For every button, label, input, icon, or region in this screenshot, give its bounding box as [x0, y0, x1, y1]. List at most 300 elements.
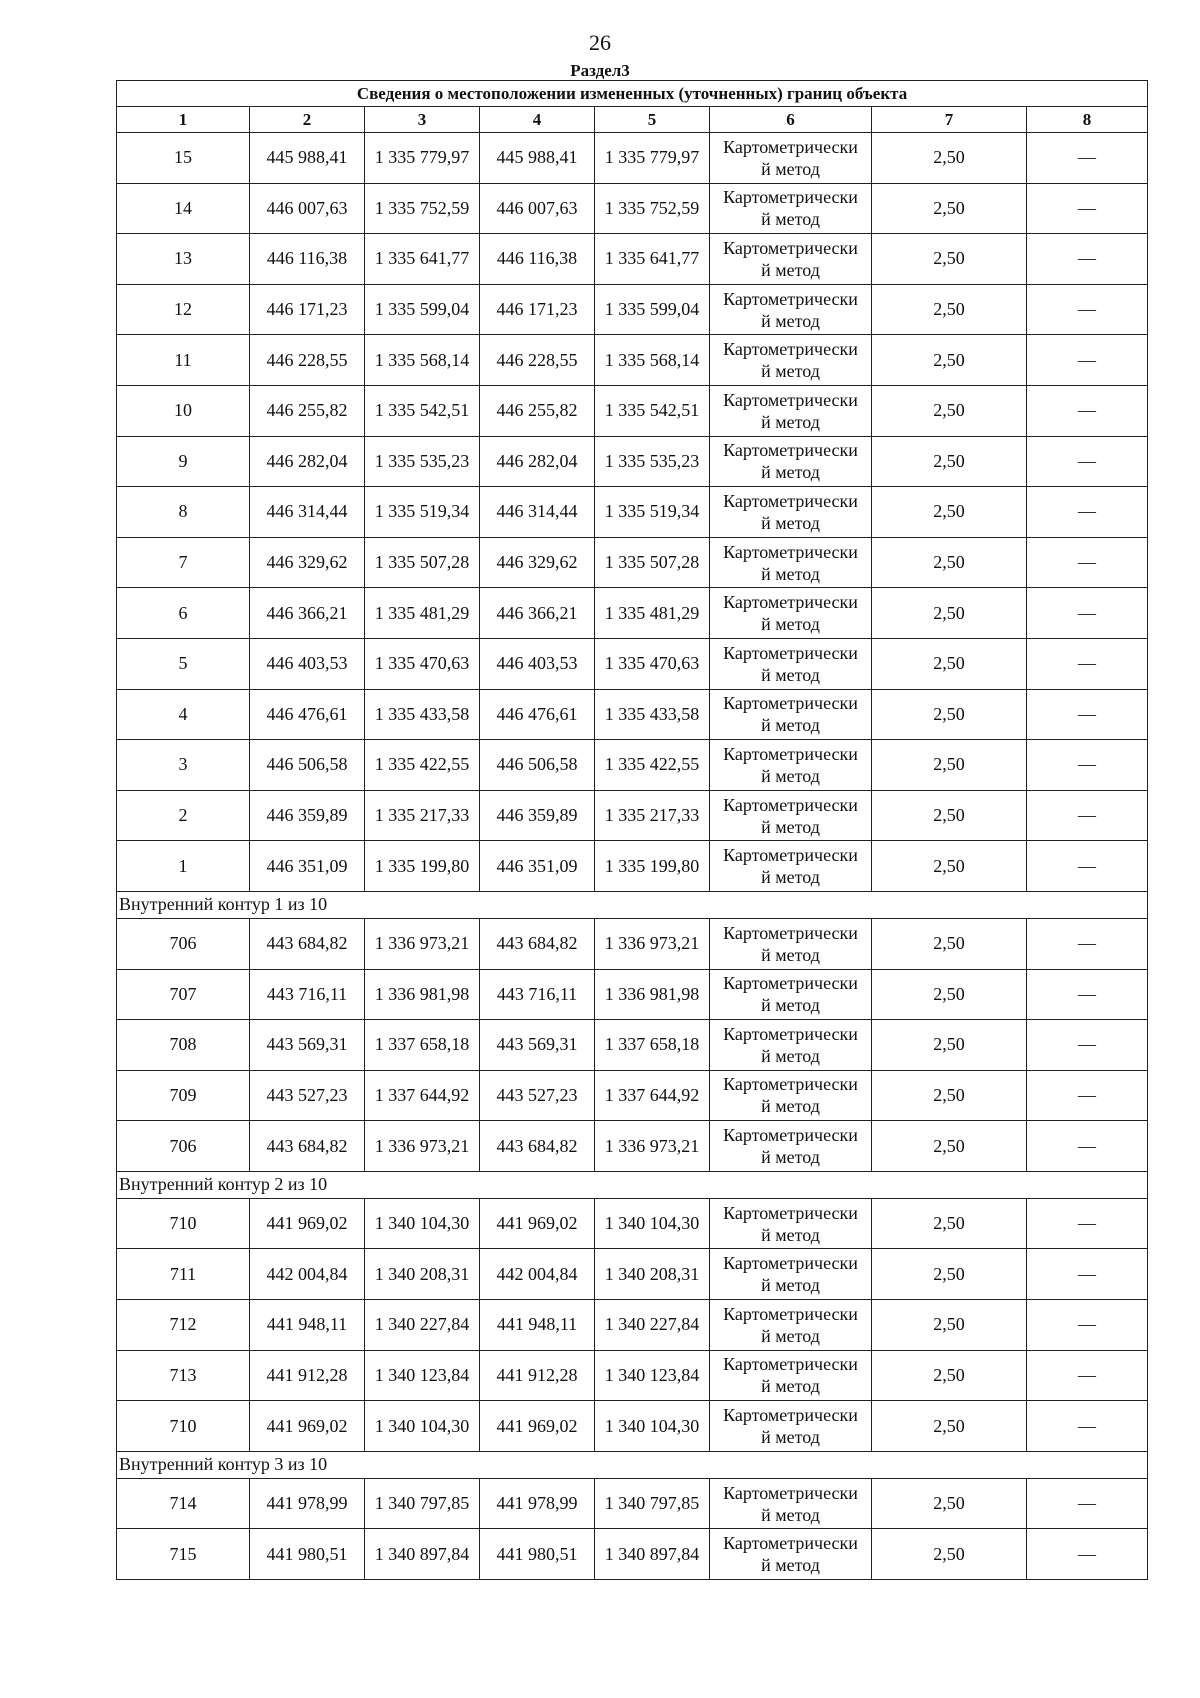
method-cell — [710, 284, 872, 335]
section-title: Раздел3 — [570, 61, 630, 80]
x-new-cell: 446 282,04 — [480, 436, 595, 487]
table-row — [117, 487, 1148, 538]
method-line-1: Картометрически — [723, 922, 858, 943]
method-cell — [710, 1529, 872, 1580]
x-old-cell: 445 988,41 — [250, 133, 365, 184]
method-line-2: й метод — [761, 995, 820, 1016]
method-line-2: й метод — [761, 1096, 820, 1117]
y-new-cell: 1 340 104,30 — [595, 1198, 710, 1249]
y-new-cell: 1 335 217,33 — [595, 790, 710, 841]
table-row — [117, 689, 1148, 740]
x-new-cell: 446 403,53 — [480, 638, 595, 689]
y-old-cell: 1 340 897,84 — [365, 1529, 480, 1580]
method-line-1: Картометрически — [723, 743, 858, 764]
x-old-cell: 446 282,04 — [250, 436, 365, 487]
accuracy-cell: 2,50 — [872, 588, 1027, 639]
method-line-1: Картометрически — [723, 440, 858, 461]
y-old-cell: 1 335 535,23 — [365, 436, 480, 487]
accuracy-cell: 2,50 — [872, 790, 1027, 841]
point-number-cell: 1 — [117, 841, 250, 892]
method-line-2: й метод — [761, 512, 820, 533]
point-number-cell: 708 — [117, 1020, 250, 1071]
point-number-cell: 709 — [117, 1070, 250, 1121]
y-new-cell: 1 335 433,58 — [595, 689, 710, 740]
table-row — [117, 1070, 1148, 1121]
point-number-cell: 5 — [117, 638, 250, 689]
table-row — [117, 1020, 1148, 1071]
point-number-cell: 710 — [117, 1401, 250, 1452]
method-line-1: Картометрически — [723, 1482, 858, 1503]
point-number-cell: 10 — [117, 385, 250, 436]
method-line-1: Картометрически — [723, 592, 858, 613]
y-old-cell: 1 340 208,31 — [365, 1249, 480, 1300]
y-new-cell: 1 335 599,04 — [595, 284, 710, 335]
method-line-1: Картометрически — [723, 642, 858, 663]
method-line-2: й метод — [761, 1045, 820, 1066]
accuracy-cell: 2,50 — [872, 436, 1027, 487]
point-number-cell: 14 — [117, 183, 250, 234]
method-line-2: й метод — [761, 259, 820, 280]
point-number-cell: 13 — [117, 234, 250, 285]
method-cell — [710, 234, 872, 285]
accuracy-cell: 2,50 — [872, 537, 1027, 588]
method-cell — [710, 487, 872, 538]
method-cell — [710, 537, 872, 588]
x-new-cell: 446 314,44 — [480, 487, 595, 538]
x-old-cell: 441 978,99 — [250, 1478, 365, 1529]
method-line-1: Картометрически — [723, 1253, 858, 1274]
x-old-cell: 446 228,55 — [250, 335, 365, 386]
point-number-cell: 2 — [117, 790, 250, 841]
y-old-cell: 1 340 797,85 — [365, 1478, 480, 1529]
description-cell: — — [1027, 1121, 1148, 1172]
accuracy-cell: 2,50 — [872, 385, 1027, 436]
y-old-cell: 1 340 104,30 — [365, 1401, 480, 1452]
accuracy-cell: 2,50 — [872, 689, 1027, 740]
y-new-cell: 1 335 779,97 — [595, 133, 710, 184]
x-old-cell: 446 366,21 — [250, 588, 365, 639]
x-new-cell: 441 969,02 — [480, 1198, 595, 1249]
point-number-cell: 710 — [117, 1198, 250, 1249]
method-line-1: Картометрически — [723, 1202, 858, 1223]
method-line-1: Картометрически — [723, 973, 858, 994]
description-cell: — — [1027, 918, 1148, 969]
y-old-cell: 1 336 973,21 — [365, 1121, 480, 1172]
method-line-2: й метод — [761, 563, 820, 584]
method-line-2: й метод — [761, 310, 820, 331]
point-number-cell: 15 — [117, 133, 250, 184]
y-new-cell: 1 335 422,55 — [595, 740, 710, 791]
method-cell — [710, 1249, 872, 1300]
contour-label: Внутренний контур 3 из 10 — [117, 1451, 1148, 1478]
accuracy-cell: 2,50 — [872, 1350, 1027, 1401]
table-row — [117, 1121, 1148, 1172]
method-line-1: Картометрически — [723, 490, 858, 511]
x-old-cell: 446 329,62 — [250, 537, 365, 588]
method-cell — [710, 1478, 872, 1529]
y-old-cell: 1 335 481,29 — [365, 588, 480, 639]
y-old-cell: 1 340 123,84 — [365, 1350, 480, 1401]
method-cell — [710, 689, 872, 740]
y-new-cell: 1 336 981,98 — [595, 969, 710, 1020]
x-new-cell: 446 228,55 — [480, 335, 595, 386]
y-new-cell: 1 340 797,85 — [595, 1478, 710, 1529]
contour-header-row — [117, 1451, 1148, 1478]
column-number: 7 — [872, 107, 1027, 133]
x-old-cell: 446 314,44 — [250, 487, 365, 538]
method-line-1: Картометрически — [723, 1533, 858, 1554]
y-old-cell: 1 340 104,30 — [365, 1198, 480, 1249]
method-line-2: й метод — [761, 1147, 820, 1168]
point-number-cell: 706 — [117, 918, 250, 969]
accuracy-cell: 2,50 — [872, 1121, 1027, 1172]
contour-label: Внутренний контур 2 из 10 — [117, 1171, 1148, 1198]
table-row — [117, 183, 1148, 234]
x-new-cell: 442 004,84 — [480, 1249, 595, 1300]
method-line-1: Картометрически — [723, 237, 858, 258]
contour-header-row — [117, 891, 1148, 918]
y-new-cell: 1 335 752,59 — [595, 183, 710, 234]
method-cell — [710, 1401, 872, 1452]
description-cell: — — [1027, 133, 1148, 184]
accuracy-cell: 2,50 — [872, 969, 1027, 1020]
x-new-cell: 446 359,89 — [480, 790, 595, 841]
x-new-cell: 446 007,63 — [480, 183, 595, 234]
accuracy-cell: 2,50 — [872, 487, 1027, 538]
description-cell: — — [1027, 841, 1148, 892]
method-line-1: Картометрически — [723, 541, 858, 562]
point-number-cell: 8 — [117, 487, 250, 538]
accuracy-cell: 2,50 — [872, 638, 1027, 689]
y-old-cell: 1 335 433,58 — [365, 689, 480, 740]
y-old-cell: 1 336 973,21 — [365, 918, 480, 969]
point-number-cell: 9 — [117, 436, 250, 487]
description-cell: — — [1027, 1020, 1148, 1071]
method-line-2: й метод — [761, 1555, 820, 1576]
table-row — [117, 537, 1148, 588]
accuracy-cell: 2,50 — [872, 841, 1027, 892]
method-cell — [710, 1198, 872, 1249]
table-row — [117, 385, 1148, 436]
method-line-2: й метод — [761, 614, 820, 635]
point-number-cell: 707 — [117, 969, 250, 1020]
table-row — [117, 436, 1148, 487]
column-number: 8 — [1027, 107, 1148, 133]
y-old-cell: 1 335 568,14 — [365, 335, 480, 386]
description-cell: — — [1027, 740, 1148, 791]
y-new-cell: 1 335 199,80 — [595, 841, 710, 892]
table-row — [117, 1249, 1148, 1300]
x-old-cell: 446 171,23 — [250, 284, 365, 335]
description-cell: — — [1027, 1070, 1148, 1121]
y-old-cell: 1 335 779,97 — [365, 133, 480, 184]
point-number-cell: 11 — [117, 335, 250, 386]
description-cell: — — [1027, 1350, 1148, 1401]
method-cell — [710, 385, 872, 436]
table-row — [117, 638, 1148, 689]
method-line-1: Картометрически — [723, 1023, 858, 1044]
description-cell: — — [1027, 1478, 1148, 1529]
method-line-1: Картометрически — [723, 794, 858, 815]
point-number-cell: 3 — [117, 740, 250, 791]
y-old-cell: 1 340 227,84 — [365, 1300, 480, 1351]
point-number-cell: 7 — [117, 537, 250, 588]
method-line-1: Картометрически — [723, 136, 858, 157]
method-line-1: Картометрически — [723, 389, 858, 410]
method-line-2: й метод — [761, 411, 820, 432]
point-number-cell: 715 — [117, 1529, 250, 1580]
method-line-2: й метод — [761, 664, 820, 685]
point-number-cell: 712 — [117, 1300, 250, 1351]
x-new-cell: 446 351,09 — [480, 841, 595, 892]
x-old-cell: 443 716,11 — [250, 969, 365, 1020]
y-old-cell: 1 335 422,55 — [365, 740, 480, 791]
accuracy-cell: 2,50 — [872, 1529, 1027, 1580]
table-row — [117, 588, 1148, 639]
description-cell: — — [1027, 790, 1148, 841]
point-number-cell: 711 — [117, 1249, 250, 1300]
description-cell: — — [1027, 284, 1148, 335]
accuracy-cell: 2,50 — [872, 1249, 1027, 1300]
y-old-cell: 1 335 217,33 — [365, 790, 480, 841]
accuracy-cell: 2,50 — [872, 1020, 1027, 1071]
description-cell: — — [1027, 638, 1148, 689]
y-old-cell: 1 335 199,80 — [365, 841, 480, 892]
x-old-cell: 446 255,82 — [250, 385, 365, 436]
y-new-cell: 1 336 973,21 — [595, 1121, 710, 1172]
x-old-cell: 441 980,51 — [250, 1529, 365, 1580]
x-old-cell: 443 569,31 — [250, 1020, 365, 1071]
y-old-cell: 1 335 507,28 — [365, 537, 480, 588]
x-new-cell: 446 506,58 — [480, 740, 595, 791]
x-old-cell: 442 004,84 — [250, 1249, 365, 1300]
description-cell: — — [1027, 1300, 1148, 1351]
method-line-2: й метод — [761, 944, 820, 965]
point-number-cell: 714 — [117, 1478, 250, 1529]
x-new-cell: 443 569,31 — [480, 1020, 595, 1071]
accuracy-cell: 2,50 — [872, 335, 1027, 386]
table-row — [117, 1300, 1148, 1351]
description-cell: — — [1027, 969, 1148, 1020]
method-cell — [710, 841, 872, 892]
table-caption: Сведения о местоположении измененных (уточненных) границ объекта — [117, 81, 1148, 107]
method-cell — [710, 436, 872, 487]
y-new-cell: 1 335 641,77 — [595, 234, 710, 285]
x-old-cell: 441 969,02 — [250, 1401, 365, 1452]
method-line-1: Картометрически — [723, 1405, 858, 1426]
y-old-cell: 1 335 599,04 — [365, 284, 480, 335]
method-line-2: й метод — [761, 462, 820, 483]
method-line-1: Картометрически — [723, 1354, 858, 1375]
method-line-1: Картометрически — [723, 1074, 858, 1095]
x-old-cell: 443 684,82 — [250, 1121, 365, 1172]
accuracy-cell: 2,50 — [872, 918, 1027, 969]
y-old-cell: 1 336 981,98 — [365, 969, 480, 1020]
x-new-cell: 446 366,21 — [480, 588, 595, 639]
table-row — [117, 1529, 1148, 1580]
x-old-cell: 446 351,09 — [250, 841, 365, 892]
method-cell — [710, 790, 872, 841]
method-cell — [710, 1070, 872, 1121]
column-number-row — [117, 107, 1148, 133]
method-cell — [710, 1121, 872, 1172]
method-line-2: й метод — [761, 1275, 820, 1296]
accuracy-cell: 2,50 — [872, 1478, 1027, 1529]
x-new-cell: 441 948,11 — [480, 1300, 595, 1351]
table-row — [117, 133, 1148, 184]
contour-label: Внутренний контур 1 из 10 — [117, 891, 1148, 918]
method-line-2: й метод — [761, 867, 820, 888]
contour-header-row — [117, 1171, 1148, 1198]
method-line-2: й метод — [761, 158, 820, 179]
y-new-cell: 1 335 507,28 — [595, 537, 710, 588]
point-number-cell: 713 — [117, 1350, 250, 1401]
x-new-cell: 446 116,38 — [480, 234, 595, 285]
description-cell: — — [1027, 1198, 1148, 1249]
x-old-cell: 443 527,23 — [250, 1070, 365, 1121]
method-cell — [710, 1020, 872, 1071]
x-new-cell: 443 716,11 — [480, 969, 595, 1020]
y-new-cell: 1 340 897,84 — [595, 1529, 710, 1580]
method-cell — [710, 969, 872, 1020]
method-cell — [710, 740, 872, 791]
description-cell: — — [1027, 234, 1148, 285]
table-body — [117, 133, 1148, 1580]
y-new-cell: 1 340 208,31 — [595, 1249, 710, 1300]
description-cell: — — [1027, 487, 1148, 538]
table-row — [117, 1350, 1148, 1401]
x-new-cell: 446 171,23 — [480, 284, 595, 335]
table-row — [117, 284, 1148, 335]
method-line-2: й метод — [761, 1224, 820, 1245]
description-cell: — — [1027, 537, 1148, 588]
description-cell: — — [1027, 436, 1148, 487]
method-line-2: й метод — [761, 715, 820, 736]
description-cell: — — [1027, 1401, 1148, 1452]
x-new-cell: 443 684,82 — [480, 1121, 595, 1172]
accuracy-cell: 2,50 — [872, 1300, 1027, 1351]
table-row — [117, 740, 1148, 791]
x-new-cell: 441 978,99 — [480, 1478, 595, 1529]
y-new-cell: 1 337 644,92 — [595, 1070, 710, 1121]
y-old-cell: 1 335 519,34 — [365, 487, 480, 538]
table-row — [117, 969, 1148, 1020]
x-old-cell: 446 007,63 — [250, 183, 365, 234]
description-cell: — — [1027, 183, 1148, 234]
x-new-cell: 445 988,41 — [480, 133, 595, 184]
table-row — [117, 918, 1148, 969]
table-row — [117, 1401, 1148, 1452]
accuracy-cell: 2,50 — [872, 1401, 1027, 1452]
method-cell — [710, 183, 872, 234]
method-cell — [710, 1350, 872, 1401]
column-number: 5 — [595, 107, 710, 133]
method-line-2: й метод — [761, 765, 820, 786]
y-old-cell: 1 335 641,77 — [365, 234, 480, 285]
y-new-cell: 1 335 519,34 — [595, 487, 710, 538]
method-line-2: й метод — [761, 816, 820, 837]
method-line-2: й метод — [761, 1325, 820, 1346]
method-cell — [710, 638, 872, 689]
x-old-cell: 441 948,11 — [250, 1300, 365, 1351]
table-row — [117, 234, 1148, 285]
description-cell: — — [1027, 1529, 1148, 1580]
y-old-cell: 1 335 542,51 — [365, 385, 480, 436]
x-new-cell: 443 527,23 — [480, 1070, 595, 1121]
y-old-cell: 1 337 658,18 — [365, 1020, 480, 1071]
y-new-cell: 1 336 973,21 — [595, 918, 710, 969]
method-line-1: Картометрически — [723, 845, 858, 866]
y-old-cell: 1 335 470,63 — [365, 638, 480, 689]
table-row — [117, 1198, 1148, 1249]
description-cell: — — [1027, 588, 1148, 639]
method-cell — [710, 335, 872, 386]
description-cell: — — [1027, 385, 1148, 436]
x-old-cell: 446 403,53 — [250, 638, 365, 689]
y-new-cell: 1 337 658,18 — [595, 1020, 710, 1071]
method-line-1: Картометрически — [723, 288, 858, 309]
y-old-cell: 1 337 644,92 — [365, 1070, 480, 1121]
method-line-2: й метод — [761, 209, 820, 230]
column-number: 2 — [250, 107, 365, 133]
accuracy-cell: 2,50 — [872, 284, 1027, 335]
point-number-cell: 12 — [117, 284, 250, 335]
accuracy-cell: 2,50 — [872, 1198, 1027, 1249]
x-new-cell: 441 912,28 — [480, 1350, 595, 1401]
table-row — [117, 1478, 1148, 1529]
page-number: 26 — [589, 30, 611, 55]
y-new-cell: 1 335 568,14 — [595, 335, 710, 386]
method-cell — [710, 918, 872, 969]
method-cell — [710, 588, 872, 639]
x-old-cell: 443 684,82 — [250, 918, 365, 969]
point-number-cell: 6 — [117, 588, 250, 639]
point-number-cell: 706 — [117, 1121, 250, 1172]
description-cell: — — [1027, 689, 1148, 740]
boundary-coordinates-table — [116, 80, 1148, 1580]
accuracy-cell: 2,50 — [872, 183, 1027, 234]
table-row — [117, 841, 1148, 892]
accuracy-cell: 2,50 — [872, 234, 1027, 285]
method-line-2: й метод — [761, 1427, 820, 1448]
y-new-cell: 1 340 123,84 — [595, 1350, 710, 1401]
method-line-2: й метод — [761, 361, 820, 382]
x-new-cell: 443 684,82 — [480, 918, 595, 969]
accuracy-cell: 2,50 — [872, 1070, 1027, 1121]
x-old-cell: 446 476,61 — [250, 689, 365, 740]
y-new-cell: 1 340 227,84 — [595, 1300, 710, 1351]
description-cell: — — [1027, 1249, 1148, 1300]
x-old-cell: 441 969,02 — [250, 1198, 365, 1249]
method-line-2: й метод — [761, 1376, 820, 1397]
x-new-cell: 446 255,82 — [480, 385, 595, 436]
y-old-cell: 1 335 752,59 — [365, 183, 480, 234]
x-old-cell: 441 912,28 — [250, 1350, 365, 1401]
method-cell — [710, 133, 872, 184]
method-line-1: Картометрически — [723, 1125, 858, 1146]
method-line-2: й метод — [761, 1504, 820, 1525]
method-line-1: Картометрически — [723, 187, 858, 208]
x-new-cell: 441 980,51 — [480, 1529, 595, 1580]
table-row — [117, 335, 1148, 386]
column-number: 3 — [365, 107, 480, 133]
y-new-cell: 1 340 104,30 — [595, 1401, 710, 1452]
description-cell: — — [1027, 335, 1148, 386]
accuracy-cell: 2,50 — [872, 740, 1027, 791]
x-new-cell: 446 329,62 — [480, 537, 595, 588]
table-row — [117, 790, 1148, 841]
method-line-1: Картометрически — [723, 1303, 858, 1324]
